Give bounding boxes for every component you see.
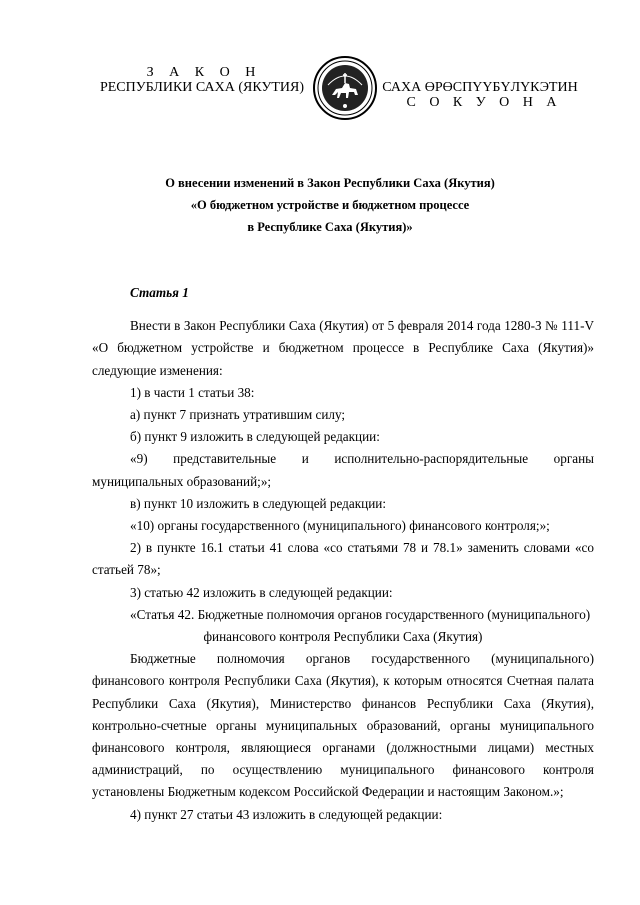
article-heading: Статья 1 <box>130 285 189 300</box>
title-line-3: в Республике Саха (Якутия)» <box>247 220 413 234</box>
header-left-line2: РЕСПУБЛИКИ САХА (ЯКУТИЯ) <box>99 80 305 95</box>
paragraph-item-b: б) пункт 9 изложить в следующей редакции: <box>130 429 380 445</box>
paragraph-intro: Внести в Закон Республики Саха (Якутия) от 5 февраля 2014 года 1280-З № 111-V «О бюджетном устройстве и бюджетном процессе в Республике Саха (Якутия)» следующие изменения: <box>92 318 594 378</box>
paragraph-quote-9: «9) представительные и исполнительно-распорядительные органы муниципальных образований;»; <box>92 451 594 489</box>
title-line-2: «О бюджетном устройстве и бюджетном процессе <box>190 198 470 212</box>
paragraph-article-42-body: Бюджетные полномочия органов государственного (муниципального) финансового контроля Республики Саха (Якутия), к которым относятся Счетная палата Республики Саха (Якутия), Министерство финансов Республики Саха (Якутия), контрольно-счетные органы муниципальных образований, органы муниципального финансового контроля, являющиеся органами (должностными лицами) местных администраций, по осуществлению муниципального финансового контроля установлены Бюджетным кодексом Российской Федерации и настоящим Законом.»; <box>92 651 594 800</box>
header-right-line2: С О К У О Н А <box>406 95 562 110</box>
document-body <box>92 282 594 826</box>
document-title <box>120 172 540 238</box>
header-left <box>92 65 312 95</box>
paragraph-quote-10: «10) органы государственного (муниципального) финансового контроля;»; <box>130 518 550 534</box>
article-42-heading-line1: «Статья 42. Бюджетные полномочия органов государственного (муниципального) <box>130 606 591 622</box>
header-right <box>380 80 580 110</box>
title-line-1: О внесении изменений в Закон Республики Саха (Якутия) <box>165 176 495 190</box>
header-right-line1: САХА ӨРӨСПҮҮБҮЛҮКЭТИН <box>382 80 578 95</box>
paragraph-item-v: в) пункт 10 изложить в следующей редакции: <box>130 495 386 511</box>
header-left-line1: З А К О Н <box>146 65 262 80</box>
paragraph-item-2: 2) в пункте 16.1 статьи 41 слова «со статьями 78 и 78.1» заменить словами «со статьей 78»; <box>92 540 594 578</box>
paragraph-item-1: 1) в части 1 статьи 38: <box>130 384 255 400</box>
paragraph-item-a: а) пункт 7 признать утратившим силу; <box>130 407 346 423</box>
paragraph-item-3: 3) статью 42 изложить в следующей редакции: <box>130 584 393 600</box>
article-42-heading-line2: финансового контроля Республики Саха (Якутия) <box>203 629 483 645</box>
paragraph-item-4: 4) пункт 27 статьи 43 изложить в следующей редакции: <box>130 806 443 822</box>
coat-of-arms-emblem-icon <box>312 55 378 121</box>
